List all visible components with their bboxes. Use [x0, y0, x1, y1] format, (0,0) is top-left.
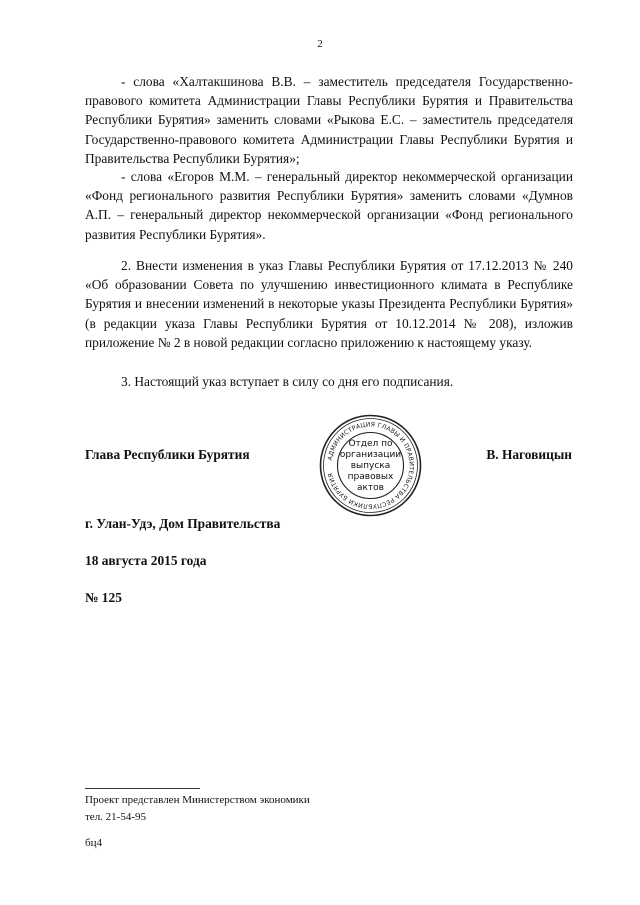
paragraph-amend-decree: 2. Внести изменения в указ Главы Республики Бурятия от 17.12.2013 № 240 «Об образовании Совета по улучшению инвестиционного климата в Республике Бурятия и внесении изменений в некоторые указы Президента Республики Бурятия» (в редакции указа Главы Республики Бурятия от 10.12.2014 № 208), изложив приложение № 2 в новой редакции согласно приложению к настоящему указу.	[85, 258, 573, 350]
footer-submitter: Проект представлен Министерством экономики	[85, 794, 310, 806]
paragraph-replace-egorov: - слова «Егоров М.М. – генеральный директор некоммерческой организации «Фонд регионального развития Республики Бурятия» заменить словами «Думнов А.П. – генеральный директор некоммерческой организации «Фонд регионального развития Республики Бурятия».	[85, 169, 573, 242]
signing-date: 18 августа 2015 года	[85, 553, 207, 568]
signing-place: г. Улан-Удэ, Дом Правительства	[85, 516, 281, 531]
stamp-line: Отдел по	[348, 439, 393, 449]
signatory-name: В. Наговицын	[486, 447, 572, 462]
stamp-line: правовых	[347, 472, 394, 482]
signatory-position: Глава Республики Бурятия	[85, 447, 250, 462]
footer-divider	[85, 788, 200, 789]
stamp-line: актов	[356, 483, 384, 493]
stamp-line: организации	[339, 450, 402, 460]
footer-phone: тел. 21-54-95	[85, 811, 147, 823]
stamp-ring-text: АДМИНИСТРАЦИЯ ГЛАВЫ И ПРАВИТЕЛЬСТВА РЕСПУБЛИКИ БУРЯТИЯ	[326, 421, 415, 510]
paragraph-replace-khaltakshinov: - слова «Халтакшинова В.В. – заместитель председателя Государственно-правового комитета Администрации Главы Республики Бурятия и Правительства Республики Бурятия» заменить словами «Рыкова Е.С. – заместитель председателя Государственно-правового комитета Администрации Главы Республики Бурятия и Правительства Республики Бурятия»;	[85, 74, 573, 166]
stamp-line: выпуска	[350, 461, 391, 471]
footer-note	[85, 792, 310, 852]
footer-code: бц4	[85, 837, 102, 849]
stamp-center-text	[318, 439, 423, 494]
page-number: 2	[317, 38, 323, 50]
paragraph-entry-into-force: 3. Настоящий указ вступает в силу со дня его подписания.	[121, 374, 454, 389]
decree-number: № 125	[85, 590, 122, 605]
